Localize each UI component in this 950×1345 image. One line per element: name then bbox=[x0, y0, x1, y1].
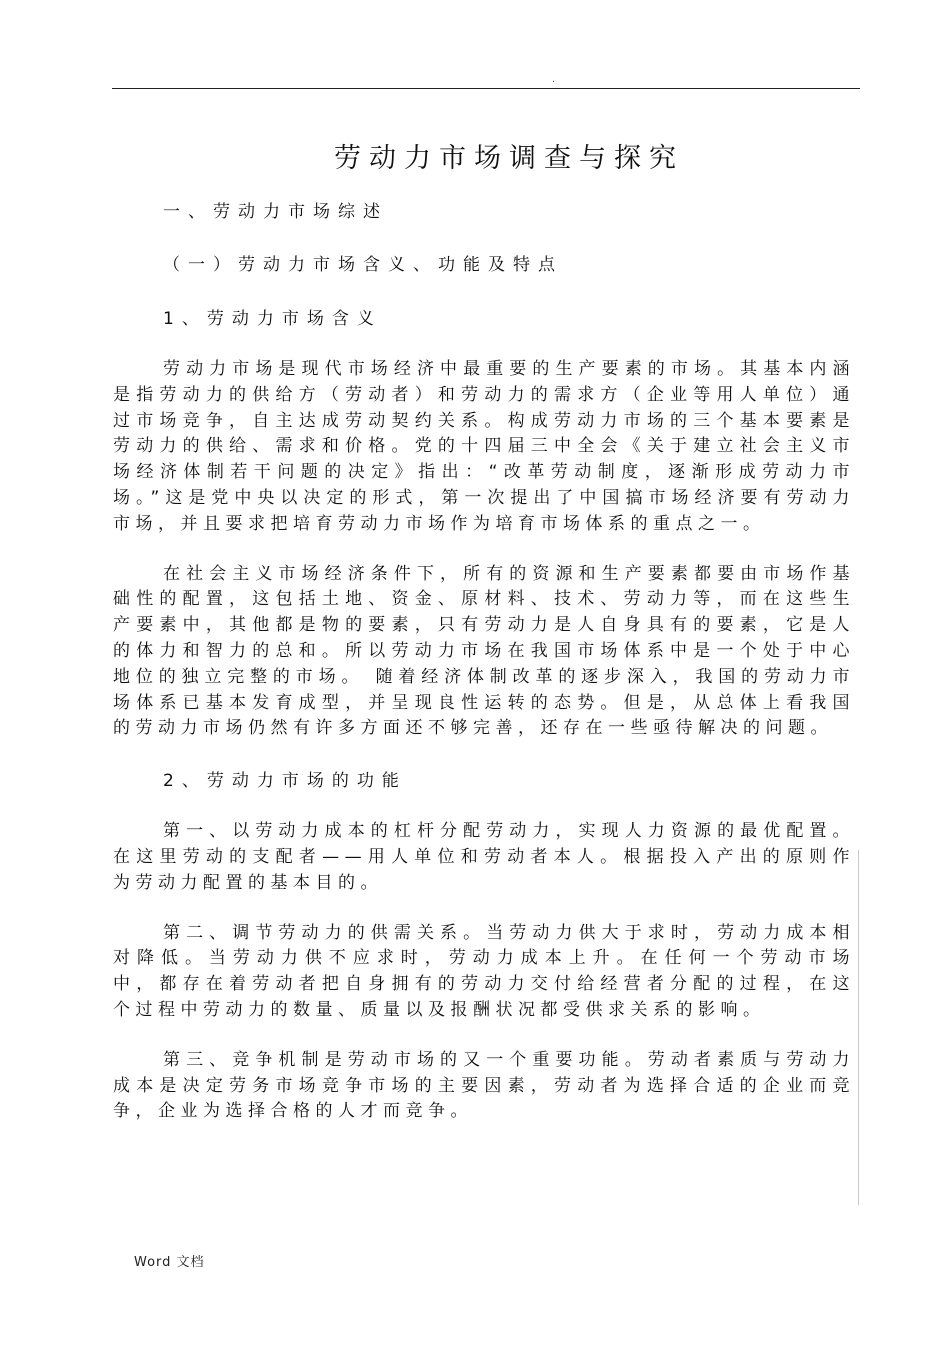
paragraph-context: 在社会主义市场经济条件下，所有的资源和生产要素都要由市场作基础性的配置，这包括土地、资金、原材料、技术、劳动力等，而在这些生产要素中，其他都是物的要素，只有劳动力是人自身具有的要素，它是人的体力和智力的总和。所以劳动力市场在我国市场体系中是一个处于中心地位的独立完整的市场。 随着经济体制改革的逐步深入，我国的劳动力市场体系已基本发育成型，并呈现良性运转的态势。但是，从总体上看我国的劳动力市场仍然有许多方面还不够完善，还存在一些亟待解决的问题。 bbox=[113, 563, 855, 739]
subsection-heading-functions: 2、劳动力市场的功能 bbox=[163, 771, 407, 792]
section-heading-1-1: （一）劳动力市场含义、功能及特点 bbox=[163, 255, 563, 275]
paragraph-function-2: 第二、调节劳动力的供需关系。当劳动力供大于求时，劳动力成本相对降低。当劳动力供不应求时，劳动力成本上升。在任何一个劳动市场中，都存在着劳动者把自身拥有的劳动力交付给经营者分配的过程，在这个过程中劳动力的数量、质量以及报酬状况都受供求关系的影响。 bbox=[113, 922, 855, 1020]
paragraph-function-3: 第三、竞争机制是劳动市场的又一个重要功能。劳动者素质与劳动力成本是决定劳务市场竞争市场的主要因素，劳动者为选择合适的企业而竞争，企业为选择合格的人才而竞争。 bbox=[113, 1049, 855, 1122]
page-footer: Word 文档 bbox=[134, 1255, 205, 1270]
margin-line bbox=[858, 850, 859, 1205]
header-rule bbox=[112, 88, 860, 89]
paragraph-function-1: 第一、以劳动力成本的杠杆分配劳动力，实现人力资源的最优配置。在这里劳动的支配者——用人单位和劳动者本人。根据投入产出的原则作为劳动力配置的基本目的。 bbox=[113, 821, 855, 893]
header-dot: . bbox=[552, 74, 556, 85]
paragraph-definition: 劳动力市场是现代市场经济中最重要的生产要素的市场。其基本内涵是指劳动力的供给方（劳动者）和劳动力的需求方（企业等用人单位）通过市场竞争，自主达成劳动契约关系。构成劳动力市场的三个基本要素是劳动力的供给、需求和价格。党的十四届三中全会《关于建立社会主义市场经济体制若干问题的决定》指出：“改革劳动制度，逐渐形成劳动力市场。”这是党中央以决定的形式，第一次提出了中国搞市场经济要有劳动力市场，并且要求把培育劳动力市场作为培育市场体系的重点之一。 bbox=[113, 359, 855, 534]
section-heading-1: 一、劳动力市场综述 bbox=[163, 202, 388, 222]
document-body bbox=[113, 136, 855, 1149]
subsection-heading-definition: 1、劳动力市场含义 bbox=[163, 309, 382, 329]
document-title: 劳动力市场调查与探究 bbox=[334, 143, 684, 174]
